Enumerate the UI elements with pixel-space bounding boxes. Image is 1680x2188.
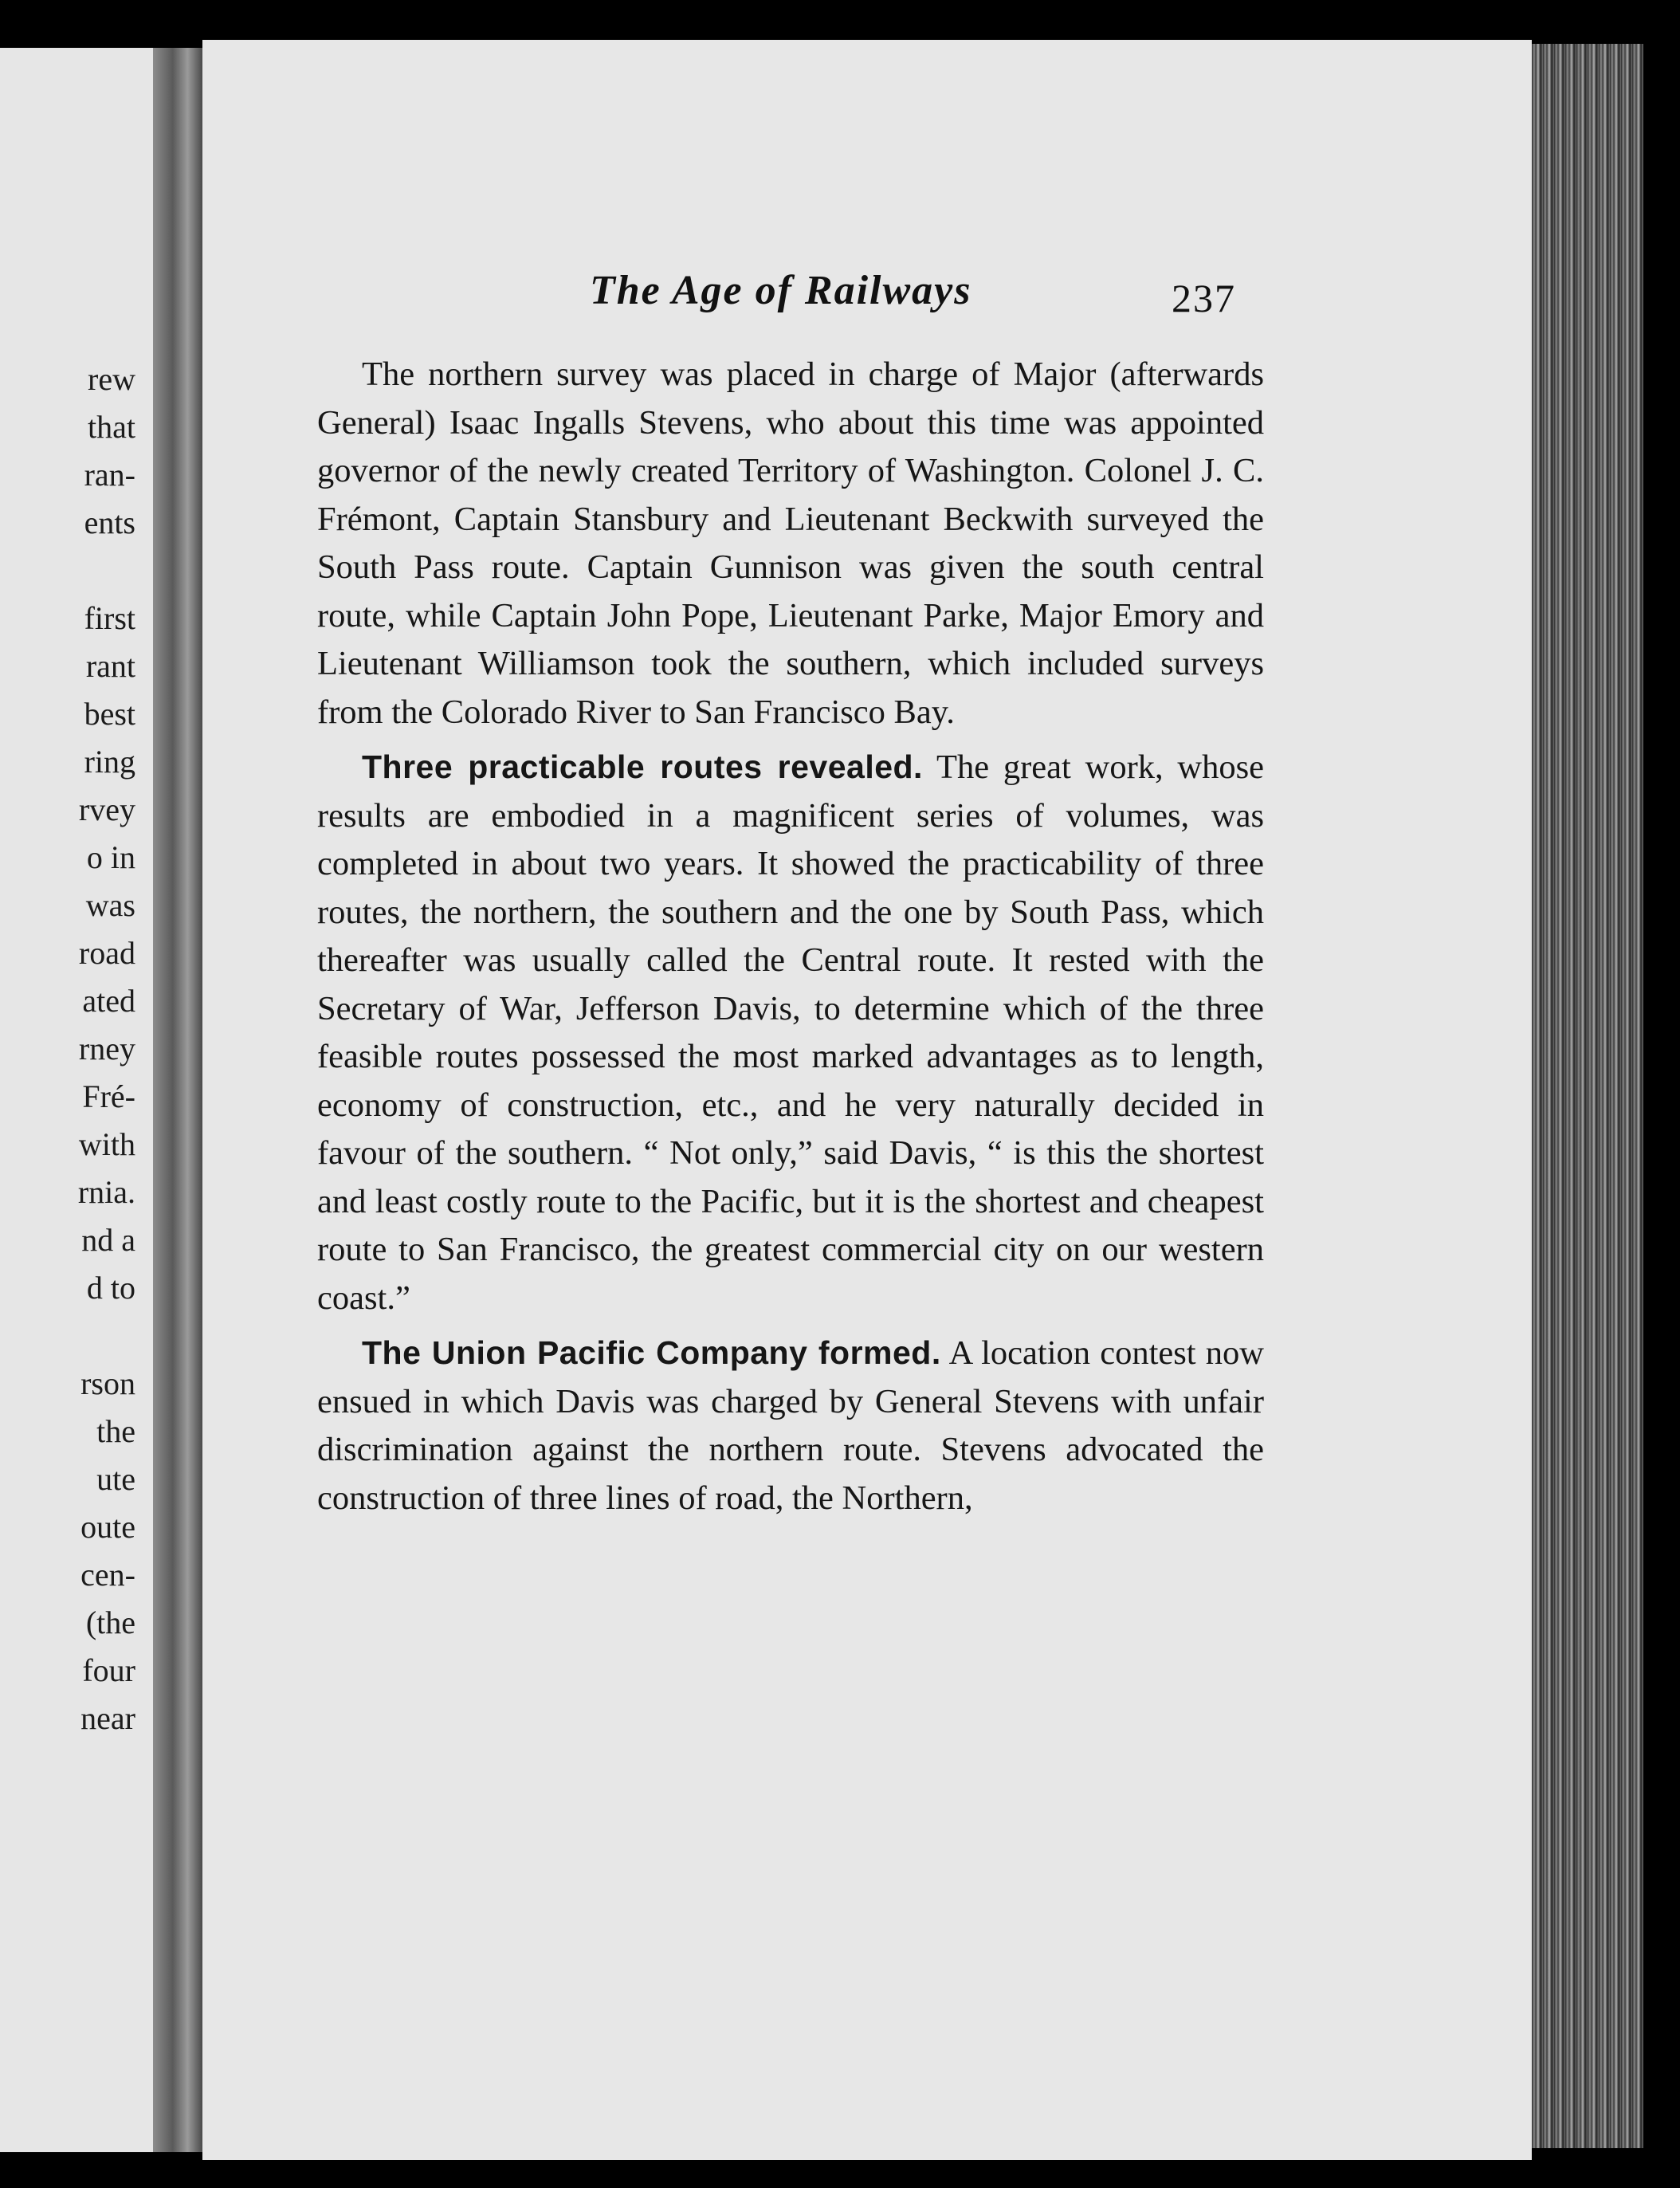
previous-page-line-fragment: d to [86,1270,135,1306]
page-edges [1532,44,1643,2148]
previous-page-line-fragment: first [84,600,135,636]
previous-page-line-fragment: rvey [78,792,135,827]
previous-page-line-fragment: o in [86,839,135,875]
previous-page-line-fragment: near [80,1700,135,1736]
previous-page-line-fragment: (the [85,1605,135,1640]
previous-page-line-fragment: Fré- [82,1078,135,1114]
previous-page-line-fragment: ute [96,1461,135,1497]
previous-page-line-fragment: with [78,1126,135,1162]
previous-page-line-fragment: cen- [80,1557,135,1593]
previous-page-line-fragment: rson [80,1365,135,1401]
paragraph-text: The great work, whose results are embodied in a magnificent series of volumes, was completed in about two years. It showed the practicability of three routes, the northern, the southern and the one by South Pass, which thereafter was usually called the Central route. It rested with the Secretary of War, Jefferson Davis, to determine which of the three feasible routes possessed the most marked advantages as to length, economy of construction, etc., and he very naturally decided in favour of the southern. “ Not only,” said Davis, “ is this the shortest and least costly route to the Pacific, but it is the shortest and cheapest route to San Francisco, the greatest commercial city on our western coast.” [317,748,1264,1317]
previous-page-line-fragment: was [85,887,135,923]
previous-page-line-fragment: rant [85,648,135,684]
previous-page-line-fragment: ran- [84,457,135,493]
paragraph-text: A location contest now ensued in which Davis was charged by General Stevens with unfair discrimination against the northern route. Stevens advocated the construction of three lines of road, the Northern, [317,1334,1264,1517]
book-gutter [153,48,202,2152]
paragraph-text: The northern survey was placed in charge of Major (afterwards General) Isaac Ingalls Stevens, who about this time was appointed governor of the newly created Territory of Washington. Colonel J. C. Frémont, Captain Stansbury and Lieutenant Beckwith surveyed the South Pass route. Captain Gunnison was given the south central route, while Captain John Pope, Lieutenant Parke, Major Emory and Lieutenant Williamson took the southern, which included surveys from the Colorado River to San Francisco Bay. [317,356,1264,731]
previous-page-line-fragment: oute [80,1509,135,1545]
previous-page-line-fragment: best [84,696,135,732]
run-in-heading: The Union Pacific Company formed. [362,1334,941,1371]
previous-page-line-fragment: rew [88,361,135,397]
previous-page-line-fragment: ents [84,505,135,540]
run-in-heading: Three practicable routes revealed. [362,748,923,785]
previous-page-line-fragment: nd a [81,1222,135,1258]
previous-page-line-fragment: that [88,409,135,445]
body-text [317,351,1264,1522]
previous-page-line-fragment: the [96,1413,135,1449]
page-number: 237 [1172,276,1236,320]
previous-page-line-fragment: rnia. [77,1174,135,1210]
paragraph [317,351,1264,737]
previous-page-line-fragment: four [82,1652,135,1688]
paragraph [317,743,1264,1322]
running-head: The Age of Railways [590,268,972,313]
previous-page-line-fragment: rney [78,1031,135,1067]
previous-page-line-fragment: ated [82,983,135,1019]
paragraph [317,1329,1264,1522]
previous-page-line-fragment: ring [84,744,135,780]
previous-page [0,48,153,2152]
previous-page-line-fragment: road [78,935,135,971]
